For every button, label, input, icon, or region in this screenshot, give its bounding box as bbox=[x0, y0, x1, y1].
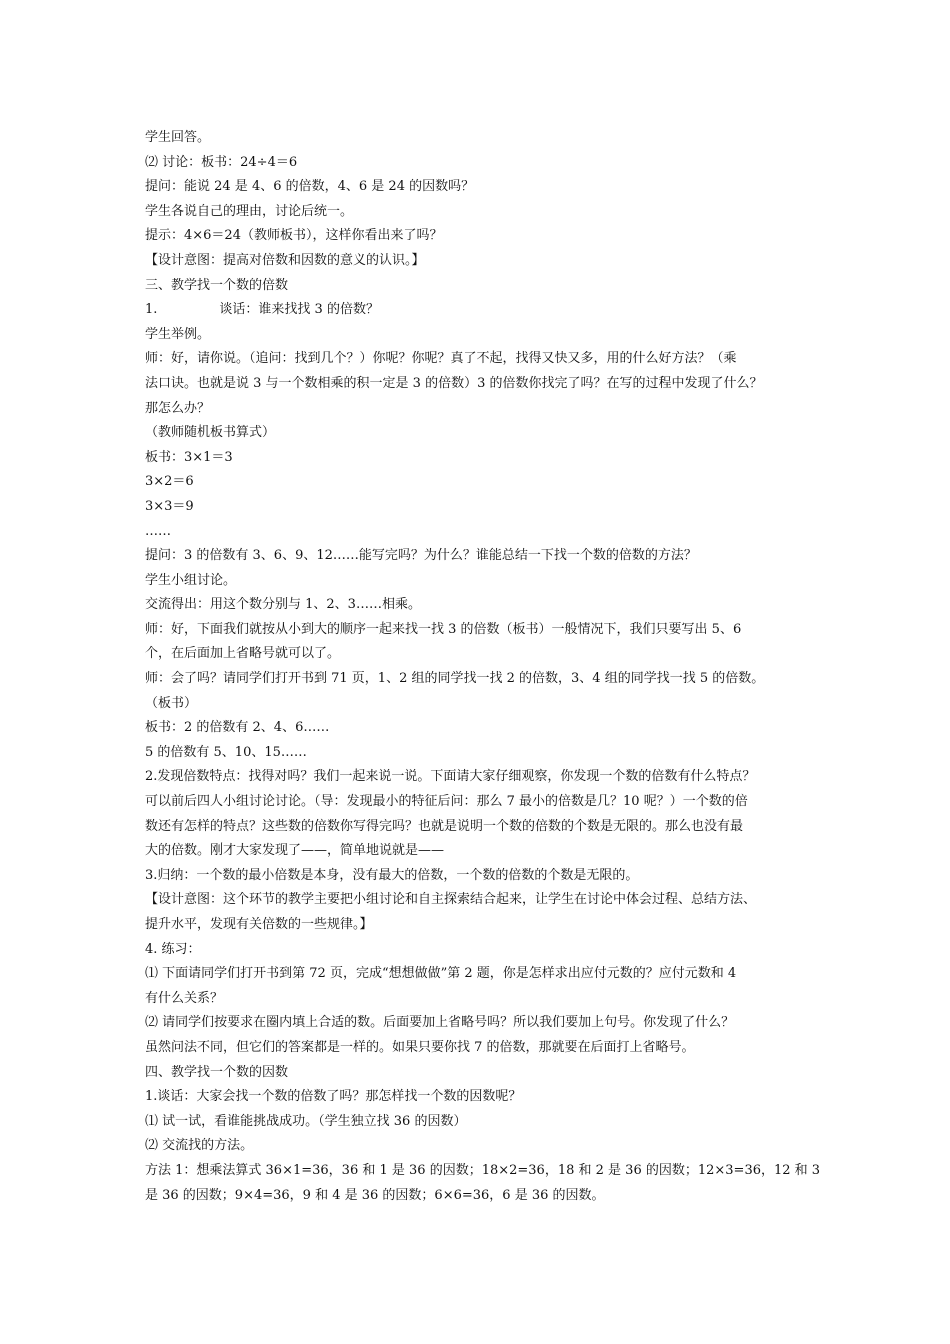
text-line: 2.发现倍数特点：找得对吗？我们一起来说一说。下面请大家仔细观察，你发现一个数的倍数有什么特点？ bbox=[145, 769, 756, 785]
text-line: ⑵ 交流找的方法。 bbox=[145, 1138, 254, 1154]
text-line: （板书） bbox=[145, 695, 198, 711]
text-line: 方法 1：想乘法算式 36×1=36，36 和 1 是 36 的因数；18×2=36，18 和 2 是 36 的因数；12×3=36，12 和 3 bbox=[145, 1162, 821, 1178]
text-line: 有什么关系？ bbox=[145, 990, 224, 1006]
text-line: 个，在后面加上省略号就可以了。 bbox=[145, 646, 341, 662]
design-intent-note: 提升水平，发现有关倍数的一些规律。】 bbox=[145, 917, 373, 932]
design-intent-note: 【设计意图：这个环节的教学主要把小组讨论和自主探索结合起来，让学生在讨论中体会过程、总结方法、 bbox=[145, 892, 757, 908]
text-line: 4. 练习： bbox=[145, 941, 201, 957]
text-line: 学生举例。 bbox=[145, 326, 211, 342]
text-line: 交流得出：用这个数分别与 1、2、3……相乘。 bbox=[145, 597, 421, 613]
text-line: 师：好，请你说。（追问：找到几个？）你呢？你呢？真了不起，找得又快又多，用的什么好方法？（乘 bbox=[145, 351, 737, 367]
text-line: 师：好，下面我们就按从小到大的顺序一起来找一找 3 的倍数（板书）一般情况下，我们只要写出 5、6 bbox=[145, 621, 742, 637]
text-line: 提问：能说 24 是 4、6 的倍数，4、6 是 24 的因数吗？ bbox=[145, 179, 475, 195]
text-line: 可以前后四人小组讨论讨论。（导：发现最小的特征后问：那么 7 最小的倍数是几？10 呢？）一个数的倍 bbox=[145, 794, 748, 810]
text-line: ⑴ 下面请同学们打开书到第 72 页，完成“想想做做”第 2 题，你是怎样求出应付元数的？应付元数和 4 bbox=[145, 966, 737, 982]
text-line: 是 36 的因数；9×4=36，9 和 4 是 36 的因数；6×6=36，6 是 36 的因数。 bbox=[145, 1187, 605, 1203]
text-line: ⑴ 试一试，看谁能挑战成功。（学生独立找 36 的因数） bbox=[145, 1113, 467, 1129]
text-line: …… bbox=[145, 523, 171, 539]
text-line: ⑵ 讨论：板书：24÷4＝6 bbox=[145, 154, 298, 170]
text-line: 学生回答。 bbox=[145, 130, 211, 145]
item-text: 谈话：谁来找找 3 的倍数？ bbox=[219, 302, 379, 318]
design-intent-note: 【设计意图：提高对倍数和因数的意义的认识。】 bbox=[145, 252, 425, 268]
item-number: 1. bbox=[145, 302, 158, 318]
text-line: 5 的倍数有 5、10、15…… bbox=[145, 744, 307, 760]
section-heading: 三、教学找一个数的倍数 bbox=[145, 277, 289, 293]
text-line: 板书：3×1＝3 bbox=[145, 449, 233, 465]
text-line: 3×3＝9 bbox=[145, 498, 194, 514]
numbered-item bbox=[145, 298, 825, 323]
text-line: 1.谈话：大家会找一个数的倍数了吗？那怎样找一个数的因数呢？ bbox=[145, 1089, 522, 1105]
text-line: 板书：2 的倍数有 2、4、6…… bbox=[145, 720, 330, 736]
text-line: （教师随机板书算式） bbox=[145, 425, 276, 441]
text-line: 学生各说自己的理由，讨论后统一。 bbox=[145, 203, 354, 219]
text-line: 提问：3 的倍数有 3、6、9、12……能写完吗？为什么？谁能总结一下找一个数的倍数的方法？ bbox=[145, 548, 697, 564]
text-line: 师：会了吗？请同学们打开书到 71 页，1、2 组的同学找一找 2 的倍数，3、4 组的同学找一找 5 的倍数。 bbox=[145, 671, 765, 687]
section-heading: 四、教学找一个数的因数 bbox=[145, 1064, 289, 1080]
text-line: 学生小组讨论。 bbox=[145, 572, 237, 588]
text-line: ⑵ 请同学们按要求在圈内填上合适的数。后面要加上省略号吗？所以我们要加上句号。你发现了什么？ bbox=[145, 1015, 735, 1031]
text-line: 法口诀。也就是说 3 与一个数相乘的积一定是 3 的倍数）3 的倍数你找完了吗？在写的过程中发现了什么？ bbox=[145, 375, 763, 391]
document-body bbox=[145, 126, 825, 1208]
text-line: 3.归纳：一个数的最小倍数是本身，没有最大的倍数，一个数的倍数的个数是无限的。 bbox=[145, 867, 639, 883]
text-line: 提示：4×6＝24（教师板书），这样你看出来了吗？ bbox=[145, 228, 443, 244]
text-line: 那怎么办？ bbox=[145, 400, 211, 416]
text-line: 虽然问法不同，但它们的答案都是一样的。如果只要你找 7 的倍数，那就要在后面打上省略号。 bbox=[145, 1039, 695, 1055]
text-line: 3×2＝6 bbox=[145, 474, 194, 490]
text-line: 大的倍数。刚才大家发现了——，简单地说就是—— bbox=[145, 843, 445, 859]
text-line: 数还有怎样的特点？这些数的倍数你写得完吗？也就是说明一个数的倍数的个数是无限的。那么也没有最 bbox=[145, 818, 744, 834]
